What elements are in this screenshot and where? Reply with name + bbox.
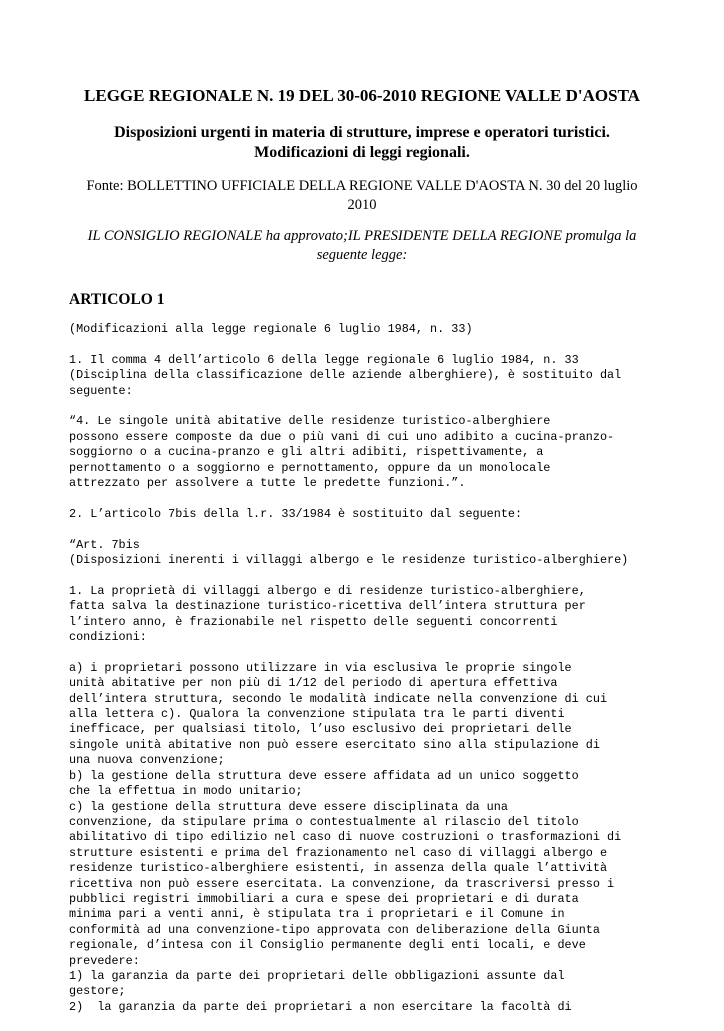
paragraph-line: convenzione, da stipulare prima o contestualmente al rilascio del titolo: [69, 814, 579, 829]
article-paragraph: [69, 414, 669, 491]
paragraph-line: soggiorno o a cucina-pranzo e gli altri adibiti, rispettivamente, a: [69, 445, 544, 460]
article-paragraph: [69, 322, 669, 337]
paragraph-line: 1. Il comma 4 dell’articolo 6 della legge regionale 6 luglio 1984, n. 33: [69, 352, 579, 367]
article-body: [69, 322, 669, 1031]
paragraph-line: abilitativo di tipo edilizio nel caso di nuove costruzioni o trasformazioni di: [69, 830, 622, 845]
paragraph-line: che la effettua in modo unitario;: [69, 784, 303, 799]
promulgation-line: IL CONSIGLIO REGIONALE ha approvato;IL PRESIDENTE DELLA REGIONE promulga la: [87, 228, 637, 244]
paragraph-line: 1. La proprietà di villaggi albergo e di residenze turistico-alberghiere,: [69, 583, 586, 598]
article-paragraph: [69, 538, 669, 569]
paragraph-line: dell’intera struttura, secondo le modalità indicate nella convenzione di cui: [69, 691, 608, 706]
paragraph-line: fatta salva la destinazione turistico-ricettiva dell’intera struttura per: [69, 599, 586, 614]
paragraph-line: unità abitative per non più di 1/12 del periodo di apertura effettiva: [69, 676, 558, 691]
source-line: Fonte: BOLLETTINO UFFICIALE DELLA REGIONE VALLE D'AOSTA N. 30 del 20 luglio: [86, 178, 638, 194]
paragraph-line: minima pari a venti anni, è stipulata tra i proprietari e il Comune in: [69, 907, 565, 922]
promulgation-line: seguente legge:: [316, 247, 408, 263]
paragraph-line: regionale, d’intesa con il Consiglio permanente degli enti locali, e deve: [69, 938, 586, 953]
article-paragraph: [69, 353, 669, 399]
paragraph-line: singole unità abitative non può essere esercitato sino alla stipulazione di: [69, 737, 600, 752]
paragraph-line: “4. Le singole unità abitative delle residenze turistico-alberghiere: [69, 414, 551, 429]
paragraph-line: a) i proprietari possono utilizzare in via esclusiva le proprie singole: [69, 660, 572, 675]
article-paragraph: [69, 507, 669, 522]
article-paragraph: [69, 661, 669, 1015]
paragraph-line: 2) la garanzia da parte dei proprietari a non esercitare la facoltà di: [69, 999, 572, 1014]
paragraph-line: gestore;: [69, 984, 126, 999]
law-title: LEGGE REGIONALE N. 19 DEL 30-06-2010 REGIONE VALLE D'AOSTA: [84, 86, 640, 105]
paragraph-line: pubblici registri immobiliari a cura e spese dei proprietari e di durata: [69, 891, 579, 906]
paragraph-line: una nuova convenzione;: [69, 753, 225, 768]
promulgation-formula: [70, 227, 654, 265]
paragraph-line: attrezzato per assolvere a tutte le predette funzioni.”.: [69, 476, 466, 491]
paragraph-line: ricettiva non può essere esercitata. La convenzione, da trascriversi presso i: [69, 876, 615, 891]
paragraph-line: conformità ad una convenzione-tipo approvata con deliberazione della Giunta: [69, 922, 600, 937]
paragraph-line: l’intero anno, è frazionabile nel rispetto delle seguenti concorrenti: [69, 614, 558, 629]
law-subtitle: [80, 123, 644, 163]
article-paragraph: [69, 584, 669, 646]
paragraph-line: seguente:: [69, 383, 133, 398]
paragraph-line: 2. L’articolo 7bis della l.r. 33/1984 è sostituito dal seguente:: [69, 506, 523, 521]
subtitle-line: Modificazioni di leggi regionali.: [254, 144, 470, 161]
paragraph-line: “Art. 7bis: [69, 537, 140, 552]
subtitle-line: Disposizioni urgenti in materia di strutture, imprese e operatori turistici.: [114, 124, 610, 141]
paragraph-line: residenze turistico-alberghiere esistenti, in assenza della quale l’attività: [69, 861, 608, 876]
source-note: [70, 177, 654, 215]
paragraph-line: pernottamento o a soggiorno e pernottamento, oppure da un monolocale: [69, 460, 551, 475]
paragraph-line: possono essere composte da due o più vani di cui uno adibito a cucina-pranzo-: [69, 429, 615, 444]
paragraph-line: (Disposizioni inerenti i villaggi albergo e le residenze turistico-alberghiere): [69, 553, 629, 568]
paragraph-line: inefficace, per qualsiasi titolo, l’uso esclusivo dei proprietari delle: [69, 722, 572, 737]
article-heading: ARTICOLO 1: [69, 291, 165, 308]
paragraph-line: b) la gestione della struttura deve essere affidata ad un unico soggetto: [69, 768, 579, 783]
paragraph-line: 1) la garanzia da parte dei proprietari delle obbligazioni assunte dal: [69, 968, 565, 983]
source-line: 2010: [347, 197, 377, 213]
paragraph-line: (Disciplina della classificazione delle aziende alberghiere), è sostituito dal: [69, 368, 622, 383]
paragraph-line: prevedere:: [69, 953, 140, 968]
paragraph-line: (Modificazioni alla legge regionale 6 luglio 1984, n. 33): [69, 322, 473, 336]
paragraph-line: alla lettera c). Qualora la convenzione stipulata tra le parti diventi: [69, 707, 565, 722]
paragraph-line: c) la gestione della struttura deve essere disciplinata da una: [69, 799, 508, 814]
paragraph-line: condizioni:: [69, 630, 147, 645]
paragraph-line: strutture esistenti e prima del frazionamento nel caso di villaggi albergo e: [69, 845, 608, 860]
